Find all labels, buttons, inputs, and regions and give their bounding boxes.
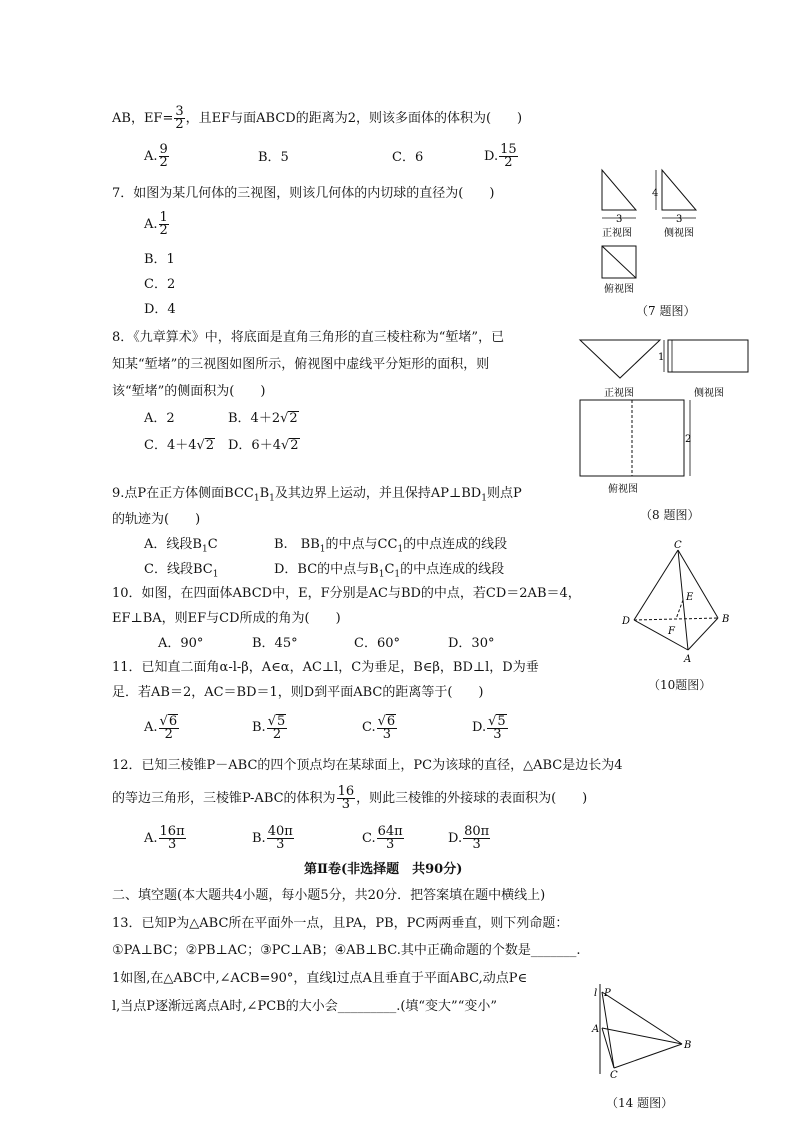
q12-option-d: D. $\frac{80\pi}{3}$ — [448, 824, 490, 852]
q7-three-view-figure — [596, 166, 706, 318]
part2-intro: 二、填空题(本大题共4小题，每小题5分，共20分．把答案填在题中横线上) — [112, 888, 546, 903]
q14-point-c: C — [610, 1070, 618, 1080]
q12-line-1: 12．已知三棱锥P－ABC的四个顶点均在某球面上，PC为该球的直径，△ABC是边长为4 — [112, 758, 623, 773]
q9-option-d: D．BC的中点与$B_1C_1$的中点连成的线段 — [274, 562, 505, 580]
q8-option-d: D．6＋4√ 2 — [228, 438, 300, 454]
q8-line-3: 该“堑堵”的侧面积为( ) — [112, 384, 266, 399]
q7-option-b: B．1 — [144, 252, 175, 267]
q7-side-height-dim: 4 — [652, 188, 659, 199]
q10-option-a: A．90° — [158, 636, 204, 651]
q8-side-dim: 1 — [658, 352, 665, 363]
q8-caption: （8 题图） — [640, 508, 700, 522]
q6-ef-fraction: $\frac{3}{2}$ — [175, 104, 184, 132]
q8-side-label: 侧视图 — [694, 388, 724, 399]
q10-point-b: B — [722, 614, 730, 625]
q7-side-label: 侧视图 — [664, 228, 694, 239]
q14-point-b: B — [684, 1040, 692, 1051]
section-title: 第Ⅱ卷(非选择题 共90分) — [304, 862, 463, 877]
q8-three-view-figure — [576, 334, 756, 502]
q11-option-c: C. √ $\frac{6}{3}$ — [362, 714, 398, 741]
q10-line-2: EF⊥BA，则EF与CD所成的角为( ) — [112, 611, 341, 626]
q11-option-a: A. √ $\frac{6}{2}$ — [144, 714, 180, 741]
q9-option-c: C．线段$BC_1$ — [144, 562, 219, 580]
q11-option-d: D. √ $\frac{5}{3}$ — [472, 714, 509, 741]
q14-point-a: A — [592, 1024, 600, 1035]
q6-option-c: C．6 — [392, 150, 424, 165]
q9-option-a: A．线段$B_1C$ — [144, 537, 218, 555]
q14-line-1: 1如图,在△ABC中,∠ACB=90°，直线l过点A且垂直于平面ABC,动点P∈ — [112, 971, 528, 986]
q14-line-2: l,当点P逐渐远离点A时,∠PCB的大小会_________.(填“变大”“变小” — [112, 999, 497, 1014]
q8-option-c: C．4＋4√ 2 — [144, 438, 215, 454]
q9-line-2: 的轨迹为( ) — [112, 512, 201, 527]
q7-top-label: 俯视图 — [604, 284, 634, 295]
q11-option-b: B. √ $\frac{5}{2}$ — [252, 714, 288, 741]
q6-option-d: D. $\frac{15}{2}$ — [484, 142, 517, 170]
q7-stem: 7．如图为某几何体的三视图，则该几何体的内切球的直径为( ) — [112, 186, 495, 201]
q9-option-b: B. $BB_1$的中点与$CC_1$的中点连成的线段 — [274, 537, 508, 555]
q13-line-2: ①PA⊥BC；②PB⊥AC；③PC⊥AB；④AB⊥BC.其中正确命题的个数是_______. — [112, 943, 581, 958]
q7-top-diagonal — [602, 246, 636, 278]
q11-line-1: 11．已知直二面角α-l-β，A∈α，AC⊥l，C为垂足，B∈β，BD⊥l，D为垂 — [112, 660, 539, 675]
q10-point-c: C — [674, 540, 682, 551]
q8-front-label: 正视图 — [604, 388, 634, 399]
q7-caption: （7 题图） — [636, 304, 696, 318]
q7-side-triangle — [662, 170, 696, 210]
q14-caption: （14 题图） — [606, 1096, 674, 1110]
q8-line-1: 8．《九章算术》中，将底面是直角三角形的直三棱柱称为“堑堵”，已 — [112, 330, 505, 345]
q9-line-1: 9.点P在正方体侧面$BCC_1B_1$及其边界上运动，并且保持$AP\perp BD_1$则点P — [112, 486, 522, 504]
q10-tetrahedron-figure — [618, 538, 738, 668]
q10-point-a: A — [684, 654, 692, 665]
q11-line-2: 足．若AB＝2，AC＝BD＝1，则D到平面ABC的距离等于( ) — [112, 685, 484, 700]
q14-figure — [586, 982, 706, 1080]
q10-option-d: D．30° — [448, 636, 495, 651]
q7-option-a: A. $\frac{1}{2}$ — [144, 210, 168, 238]
q7-option-d: D．4 — [144, 302, 176, 317]
q8-top-label: 俯视图 — [608, 484, 638, 495]
q8-top-dim: 2 — [685, 434, 692, 445]
q14-point-p: P — [604, 988, 611, 999]
q12-option-b: B. $\frac{40\pi}{3}$ — [252, 824, 293, 852]
q12-line-2: 的等边三角形，三棱锥P-ABC的体积为 $\frac{16}{3}$ ，则此三棱锥的外接球的表面积为( ) — [112, 784, 588, 812]
q7-side-dim: 3 — [676, 214, 683, 225]
q14-label-l: l — [594, 988, 598, 999]
q7-front-triangle — [602, 170, 636, 210]
q12-option-a: A. $\frac{16\pi}{3}$ — [144, 824, 185, 852]
q10-point-d: D — [622, 616, 631, 627]
q7-front-label: 正视图 — [602, 228, 632, 239]
q6-stem: AB，EF= $\frac{3}{2}$ ，且EF与面ABCD的距离为2，则该多面体的体积为( ) — [112, 104, 523, 132]
q10-line-1: 10．如图，在四面体ABCD中，E，F分别是AC与BD的中点，若CD＝2AB＝4， — [112, 586, 581, 601]
q7-front-dim: 3 — [616, 214, 623, 225]
q8-line-2: 知某“堑堵”的三视图如图所示，俯视图中虚线平分矩形的面积，则 — [112, 357, 490, 372]
q8-front-triangle — [580, 340, 660, 378]
q10-point-f: F — [668, 626, 675, 637]
q10-point-e: E — [686, 592, 694, 603]
q8-side-rect — [668, 340, 748, 372]
q6-option-b: B．5 — [258, 150, 289, 165]
q8-option-b: B．4＋2√ 2 — [228, 411, 299, 427]
q7-option-c: C．2 — [144, 277, 176, 292]
q10-caption: （10题图） — [648, 678, 712, 692]
q6-option-a: A. $\frac{9}{2}$ — [144, 142, 168, 170]
q10-option-b: B．45° — [252, 636, 298, 651]
q12-option-c: C. $\frac{64\pi}{3}$ — [362, 824, 403, 852]
q10-option-c: C．60° — [354, 636, 400, 651]
q13-line-1: 13．已知P为△ABC所在平面外一点，且PA，PB，PC两两垂直，则下列命题： — [112, 916, 569, 931]
q8-option-a: A．2 — [144, 411, 175, 426]
